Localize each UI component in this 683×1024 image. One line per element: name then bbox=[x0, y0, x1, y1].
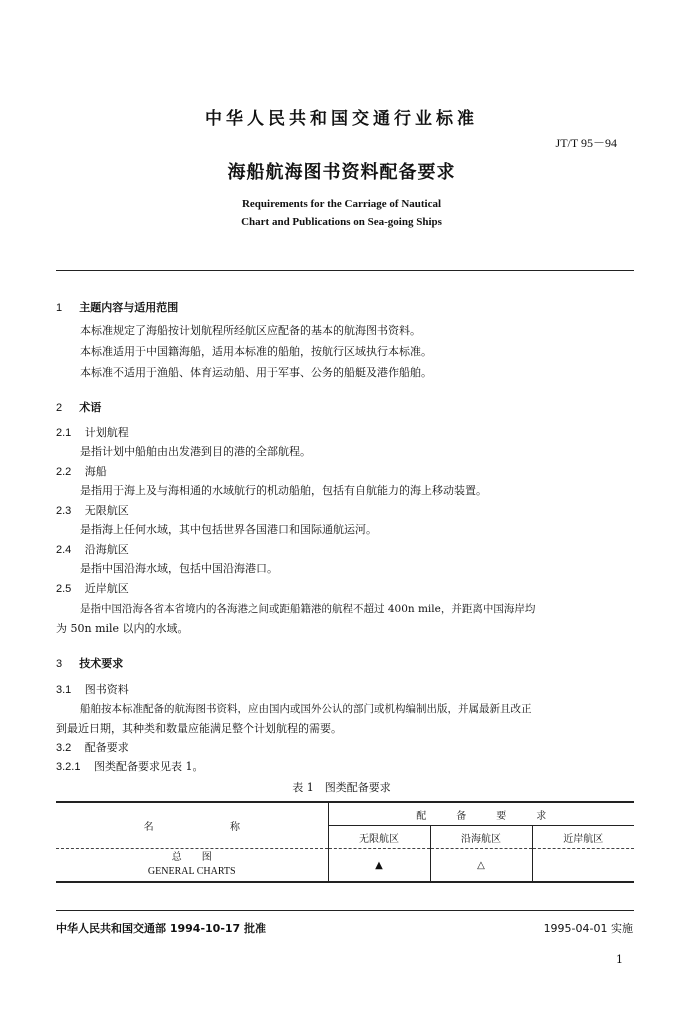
document-title: 海船航海图书资料配备要求 bbox=[227, 162, 456, 183]
standard-category: 中华人民共和国交通行业标准 bbox=[205, 109, 478, 129]
subsection-2-2 bbox=[56, 464, 107, 480]
header-divider bbox=[56, 270, 634, 271]
row-name-en: GENERAL CHARTS bbox=[147, 866, 236, 877]
standard-number: JT/T 95－94 bbox=[555, 136, 617, 150]
row-name-cn: 总 图 bbox=[171, 852, 212, 863]
subsection-3-2-1 bbox=[56, 759, 203, 775]
subsection-number: 3.2 bbox=[56, 742, 72, 754]
mark-unlimited: ▲ bbox=[328, 849, 430, 883]
definition-text: 是指海上任何水域，其中包括世界各国港口和国际通航运河。 bbox=[80, 523, 377, 536]
subheader-coastal: 沿海航区 bbox=[430, 826, 532, 849]
english-title-line2: Chart and Publications on Sea-going Ships bbox=[241, 216, 442, 228]
subsection-2-3 bbox=[56, 503, 129, 519]
subsection-number: 2.3 bbox=[56, 505, 72, 517]
paragraph: 船舶按本标准配备的航海图书资料，应由国内或国外公认的部门或机构编制出版，并属最新且改正 bbox=[80, 703, 532, 715]
subsection-3-1 bbox=[56, 682, 129, 698]
section-number: 3 bbox=[56, 658, 63, 670]
english-title bbox=[0, 195, 683, 231]
page-number: 1 bbox=[616, 953, 623, 966]
section-2-heading bbox=[56, 396, 101, 415]
paragraph: 本标准适用于中国籍海船，适用本标准的船舶，按航行区域执行本标准。 bbox=[80, 345, 432, 358]
subsection-text: 图类配备要求见表 1。 bbox=[93, 760, 204, 773]
section-number: 2 bbox=[56, 402, 63, 414]
subsection-title: 近岸航区 bbox=[84, 582, 129, 595]
section-1-heading bbox=[56, 296, 178, 315]
subsection-title: 无限航区 bbox=[84, 504, 129, 517]
subsection-title: 图书资料 bbox=[84, 683, 129, 696]
column-name-a: 名 bbox=[143, 822, 154, 833]
subsection-3-2 bbox=[56, 740, 129, 756]
table-row bbox=[56, 849, 634, 883]
subsection-title: 配备要求 bbox=[84, 741, 129, 754]
row-name-cell bbox=[56, 849, 328, 883]
subsection-2-4 bbox=[56, 542, 129, 558]
subsection-number: 3.2.1 bbox=[56, 761, 81, 773]
subsection-2-5 bbox=[56, 581, 129, 597]
section-3-heading bbox=[56, 652, 123, 671]
definition-text: 是指计划中船舶由出发港到目的港的全部航程。 bbox=[80, 445, 311, 458]
subsection-number: 2.5 bbox=[56, 583, 72, 595]
header-name-cell bbox=[56, 802, 328, 849]
chart-requirements-table bbox=[56, 801, 634, 883]
subsection-number: 3.1 bbox=[56, 684, 72, 696]
subheader-unlimited: 无限航区 bbox=[328, 826, 430, 849]
definition-text: 是指中国沿海水域，包括中国沿海港口。 bbox=[80, 562, 278, 575]
section-title: 术语 bbox=[79, 401, 102, 414]
subsection-title: 沿海航区 bbox=[84, 543, 129, 556]
section-number: 1 bbox=[56, 302, 63, 314]
column-name-b: 称 bbox=[229, 822, 240, 833]
subsection-title: 计划航程 bbox=[84, 426, 129, 439]
mark-nearshore bbox=[532, 849, 634, 883]
mark-coastal: △ bbox=[430, 849, 532, 883]
subsection-number: 2.2 bbox=[56, 466, 72, 478]
table-caption: 表 1 图类配备要求 bbox=[292, 781, 391, 794]
subsection-title: 海船 bbox=[84, 465, 107, 478]
section-title: 技术要求 bbox=[79, 657, 124, 670]
english-title-line1: Requirements for the Carriage of Nautical bbox=[241, 198, 442, 210]
paragraph-cont: 到最近日期，其种类和数量应能满足整个计划航程的需要。 bbox=[56, 722, 342, 735]
implementation-date: 1995-04-01 实施 bbox=[543, 922, 633, 935]
definition-text-cont: 为 50n mile 以内的水域。 bbox=[56, 622, 189, 635]
subheader-nearshore: 近岸航区 bbox=[532, 826, 634, 849]
group-header: 配 备 要 求 bbox=[328, 802, 634, 826]
footer-divider bbox=[56, 910, 634, 911]
section-title: 主题内容与适用范围 bbox=[79, 301, 179, 314]
paragraph: 本标准不适用于渔船、体育运动船、用于军事、公务的船艇及港作船舶。 bbox=[80, 366, 432, 379]
subsection-number: 2.4 bbox=[56, 544, 72, 556]
subsection-2-1 bbox=[56, 425, 129, 441]
paragraph: 本标准规定了海船按计划航程所经航区应配备的基本的航海图书资料。 bbox=[80, 324, 421, 337]
approval-line: 中华人民共和国交通部 1994-10-17 批准 bbox=[56, 922, 267, 935]
definition-text: 是指中国沿海各省本省境内的各海港之间或距船籍港的航程不超过 400n mile，并距离中国海岸均 bbox=[80, 603, 536, 615]
definition-text: 是指用于海上及与海相通的水域航行的机动船舶，包括有自航能力的海上移动装置。 bbox=[80, 484, 487, 497]
subsection-number: 2.1 bbox=[56, 427, 72, 439]
